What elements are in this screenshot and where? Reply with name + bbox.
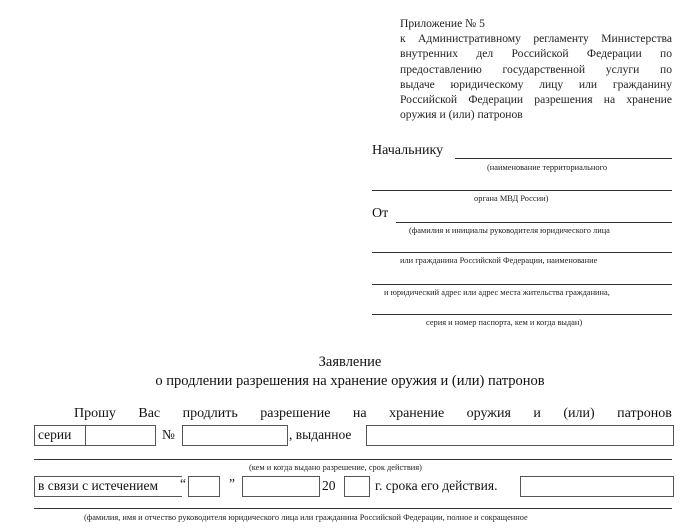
year-suffix: г. срока его действия.: [375, 478, 498, 493]
request-word: на: [352, 406, 367, 421]
from-input-line-3[interactable]: [372, 284, 672, 285]
request-word: Вас: [138, 406, 161, 421]
issued-label: , выданное: [289, 427, 352, 442]
request-word: хранение: [389, 406, 445, 421]
request-word: оружия: [466, 406, 511, 421]
from-input-line[interactable]: [396, 222, 672, 223]
request-word: разрешение: [260, 406, 331, 421]
hint-issued: (кем и когда выдано разрешение, срок действия): [249, 463, 422, 472]
request-word: (или): [563, 406, 595, 421]
annex-line-5: выдаче юридическому лицу или гражданину: [400, 77, 672, 91]
hint-from-4: серия и номер паспорта, кем и когда выдан): [426, 318, 583, 327]
series-input[interactable]: [85, 425, 156, 446]
day-input[interactable]: [188, 476, 220, 497]
document-title: Заявление: [318, 354, 382, 370]
hint-org-2: органа МВД России): [474, 194, 549, 203]
request-word: и: [533, 406, 541, 421]
expiry-label: в связи с истечением: [38, 478, 158, 493]
org-input-line[interactable]: [372, 190, 672, 191]
document-subtitle: о продлении разрешения на хранение оружия и (или) патронов: [155, 373, 545, 389]
number-label: №: [162, 427, 175, 442]
from-label: От: [372, 206, 389, 221]
month-input[interactable]: [242, 476, 320, 497]
annex-block: [400, 16, 672, 122]
annex-line-6: Российской Федерации разрешения на хранение: [400, 93, 672, 107]
from-input-line-4[interactable]: [372, 314, 672, 315]
request-word: патронов: [617, 406, 672, 421]
expiry-trailing-field[interactable]: [520, 476, 674, 497]
request-line: [74, 406, 672, 422]
from-input-line-2[interactable]: [372, 252, 672, 253]
annex-line-2: к Административному регламенту Министерства: [400, 32, 672, 46]
issued-input[interactable]: [366, 425, 674, 446]
quote-close: ”: [229, 476, 235, 491]
series-label: серии: [38, 427, 72, 442]
hint-from-2: или гражданина Российской Федерации, наименование: [400, 256, 598, 265]
chief-input-line[interactable]: [455, 158, 672, 159]
number-input[interactable]: [182, 425, 288, 446]
annex-line-3: внутренних дел Российской Федерации по: [400, 47, 672, 61]
year-prefix: 20: [322, 478, 336, 493]
quote-open: “: [180, 476, 186, 491]
issued-details-line[interactable]: [34, 459, 672, 460]
hint-org-1: (наименование территориального: [487, 163, 608, 172]
chief-label: Начальнику: [372, 143, 444, 158]
annex-line-7: оружия и (или) патронов: [400, 108, 523, 122]
hint-from-3: и юридический адрес или адрес места жительства гражданина,: [384, 288, 610, 297]
fio-line[interactable]: [34, 508, 672, 509]
annex-line-1: Приложение № 5: [400, 17, 485, 30]
year-input[interactable]: [344, 476, 370, 497]
request-word: продлить: [182, 406, 238, 421]
request-word: Прошу: [74, 406, 116, 421]
hint-fio: (фамилия, имя и отчество руководителя юридического лица или гражданина Российской Федерации, полное и сокращенное: [84, 513, 528, 522]
annex-line-4: предоставлению государственной услуги по: [400, 62, 672, 76]
hint-from-1: (фамилия и инициалы руководителя юридического лица: [409, 226, 610, 235]
